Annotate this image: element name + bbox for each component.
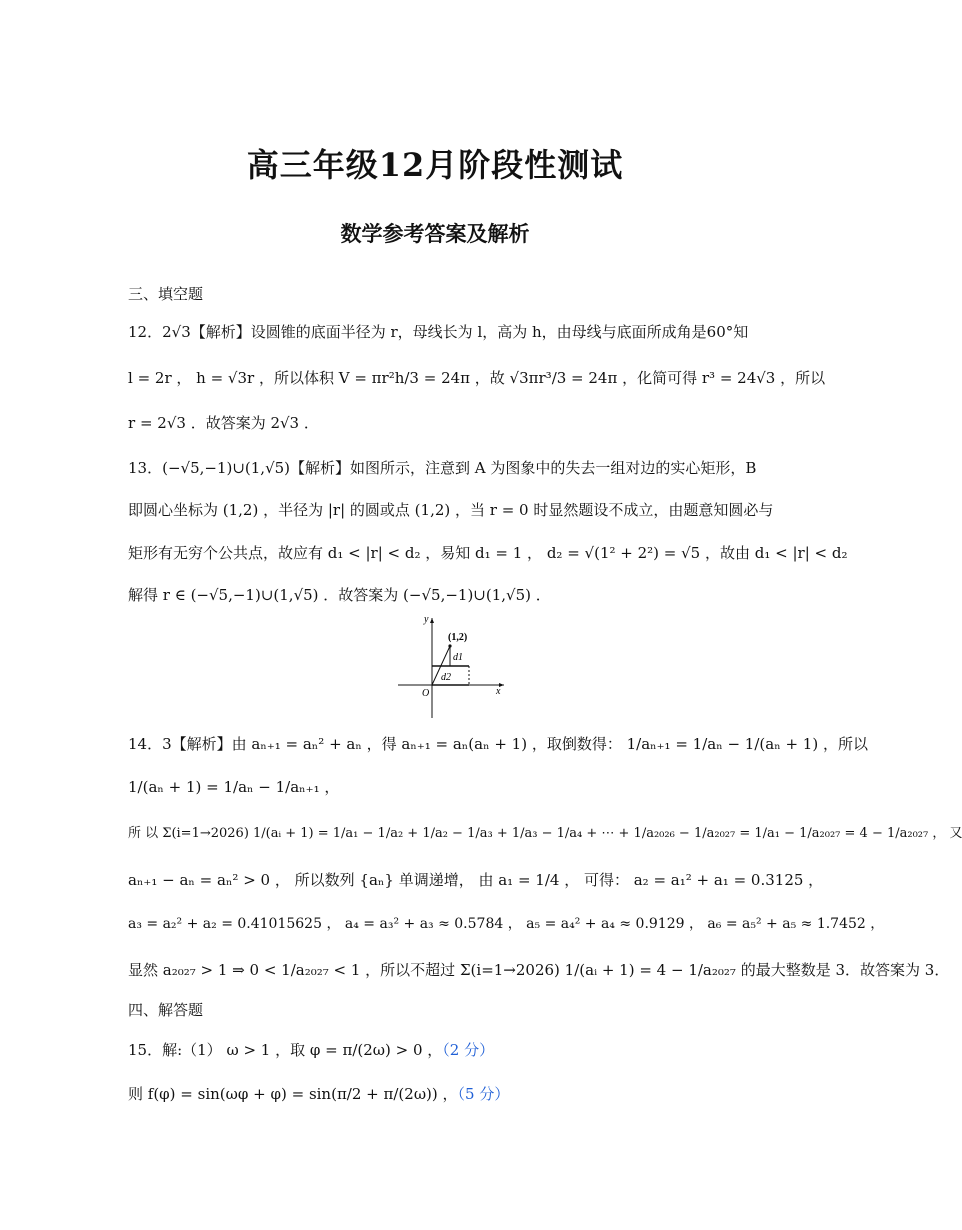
center-point xyxy=(448,644,451,647)
q15-line-1-text: 15．解:（1） ω > 1 ，取 φ = π/(2ω) > 0 ， xyxy=(128,1041,443,1059)
q14-line-1: 14．3【解析】由 aₙ₊₁ = aₙ² + aₙ ，得 aₙ₊₁ = aₙ(aₙ + 1) ，取倒数得： 1/aₙ₊₁ = 1/aₙ − 1/(aₙ + 1) ，所以 xyxy=(128,735,868,753)
q14-line-6: 显然 a₂₀₂₇ > 1 ⇒ 0 < 1/a₂₀₂₇ < 1 ，所以不超过 Σ(i=1→2026) 1/(aᵢ + 1) = 4 − 1/a₂₀₂₇ 的最大整数是 3．故答案为 3． xyxy=(128,961,950,979)
d1-label: d1 xyxy=(453,652,463,663)
q13-line-4: 解得 r ∈ (−√5,−1)∪(1,√5) ．故答案为 (−√5,−1)∪(1,√5) ． xyxy=(128,586,551,604)
y-axis-arrow xyxy=(430,618,434,623)
origin-label: O xyxy=(422,688,430,699)
q14-line-3: 所 以 Σ(i=1→2026) 1/(aᵢ + 1) = 1/a₁ − 1/a₂ + 1/a₂ − 1/a₃ + 1/a₃ − 1/a₄ + ⋯ + 1/a₂₀₂₆ − 1/a₂₀₂₇ = 1/a₁ − 1/a₂₀₂₇ = 4 − 1/a₂₀₂₇ ， 又 xyxy=(128,826,962,841)
q15-score-1: （2 分） xyxy=(442,1041,495,1059)
d2-label: d2 xyxy=(441,672,451,683)
q12-line-3: r = 2√3 ．故答案为 2√3 ． xyxy=(128,414,319,432)
q13-line-3: 矩形有无穷个公共点，故应有 d₁ < |r| < d₂ ，易知 d₁ = 1 ， d₂ = √(1² + 2²) = √5 ，故由 d₁ < |r| < d₂ xyxy=(128,544,848,562)
section-fill-heading: 三、填空题 xyxy=(128,285,204,303)
q14-line-2: 1/(aₙ + 1) = 1/aₙ − 1/aₙ₊₁ ， xyxy=(128,778,340,796)
q13-line-2: 即圆心坐标为 (1,2) ，半径为 |r| 的圆或点 (1,2) ，当 r = 0 时显然题设不成立，由题意知圆必与 xyxy=(128,501,774,519)
q13-line-1: 13．(−√5,−1)∪(1,√5)【解析】如图所示，注意到 A 为图象中的失去一组对边的实心矩形，B xyxy=(128,459,757,477)
q15-line-2-text: 则 f(φ) = sin(ωφ + φ) = sin(π/2 + π/(2ω)) ， xyxy=(128,1085,458,1103)
q13-figure xyxy=(396,610,508,722)
q12-line-2: l = 2r ， h = √3r ，所以体积 V = πr²h/3 = 24π ，故 √3πr³/3 = 24π ，化简可得 r³ = 24√3 ，所以 xyxy=(128,369,826,387)
q15-line-1 xyxy=(128,1038,748,1062)
q15-score-2: （5 分） xyxy=(457,1085,510,1103)
q14-line-4: aₙ₊₁ − aₙ = aₙ² > 0 ， 所以数列 {aₙ} 单调递增， 由 a₁ = 1/4 ， 可得： a₂ = a₁² + a₁ = 0.3125 ， xyxy=(128,871,824,889)
q14-line-5: a₃ = a₂² + a₂ = 0.41015625 ， a₄ = a₃² + a₃ ≈ 0.5784 ， a₅ = a₄² + a₄ ≈ 0.9129 ， a₆ = a₅² + a₅ ≈ 1.7452 ， xyxy=(128,916,885,932)
point-label: (1,2) xyxy=(448,632,468,643)
section-solve-heading: 四、解答题 xyxy=(128,1001,204,1019)
x-label: x xyxy=(496,686,501,697)
page-subtitle: 数学参考答案及解析 xyxy=(340,221,530,246)
q15-line-2 xyxy=(128,1082,748,1106)
q12-line-1: 12．2√3【解析】设圆锥的底面半径为 r，母线长为 l，高为 h，由母线与底面所成角是60°知 xyxy=(128,323,749,341)
y-label: y xyxy=(424,614,429,625)
page-title: 高三年级12月阶段性测试 xyxy=(246,146,624,184)
